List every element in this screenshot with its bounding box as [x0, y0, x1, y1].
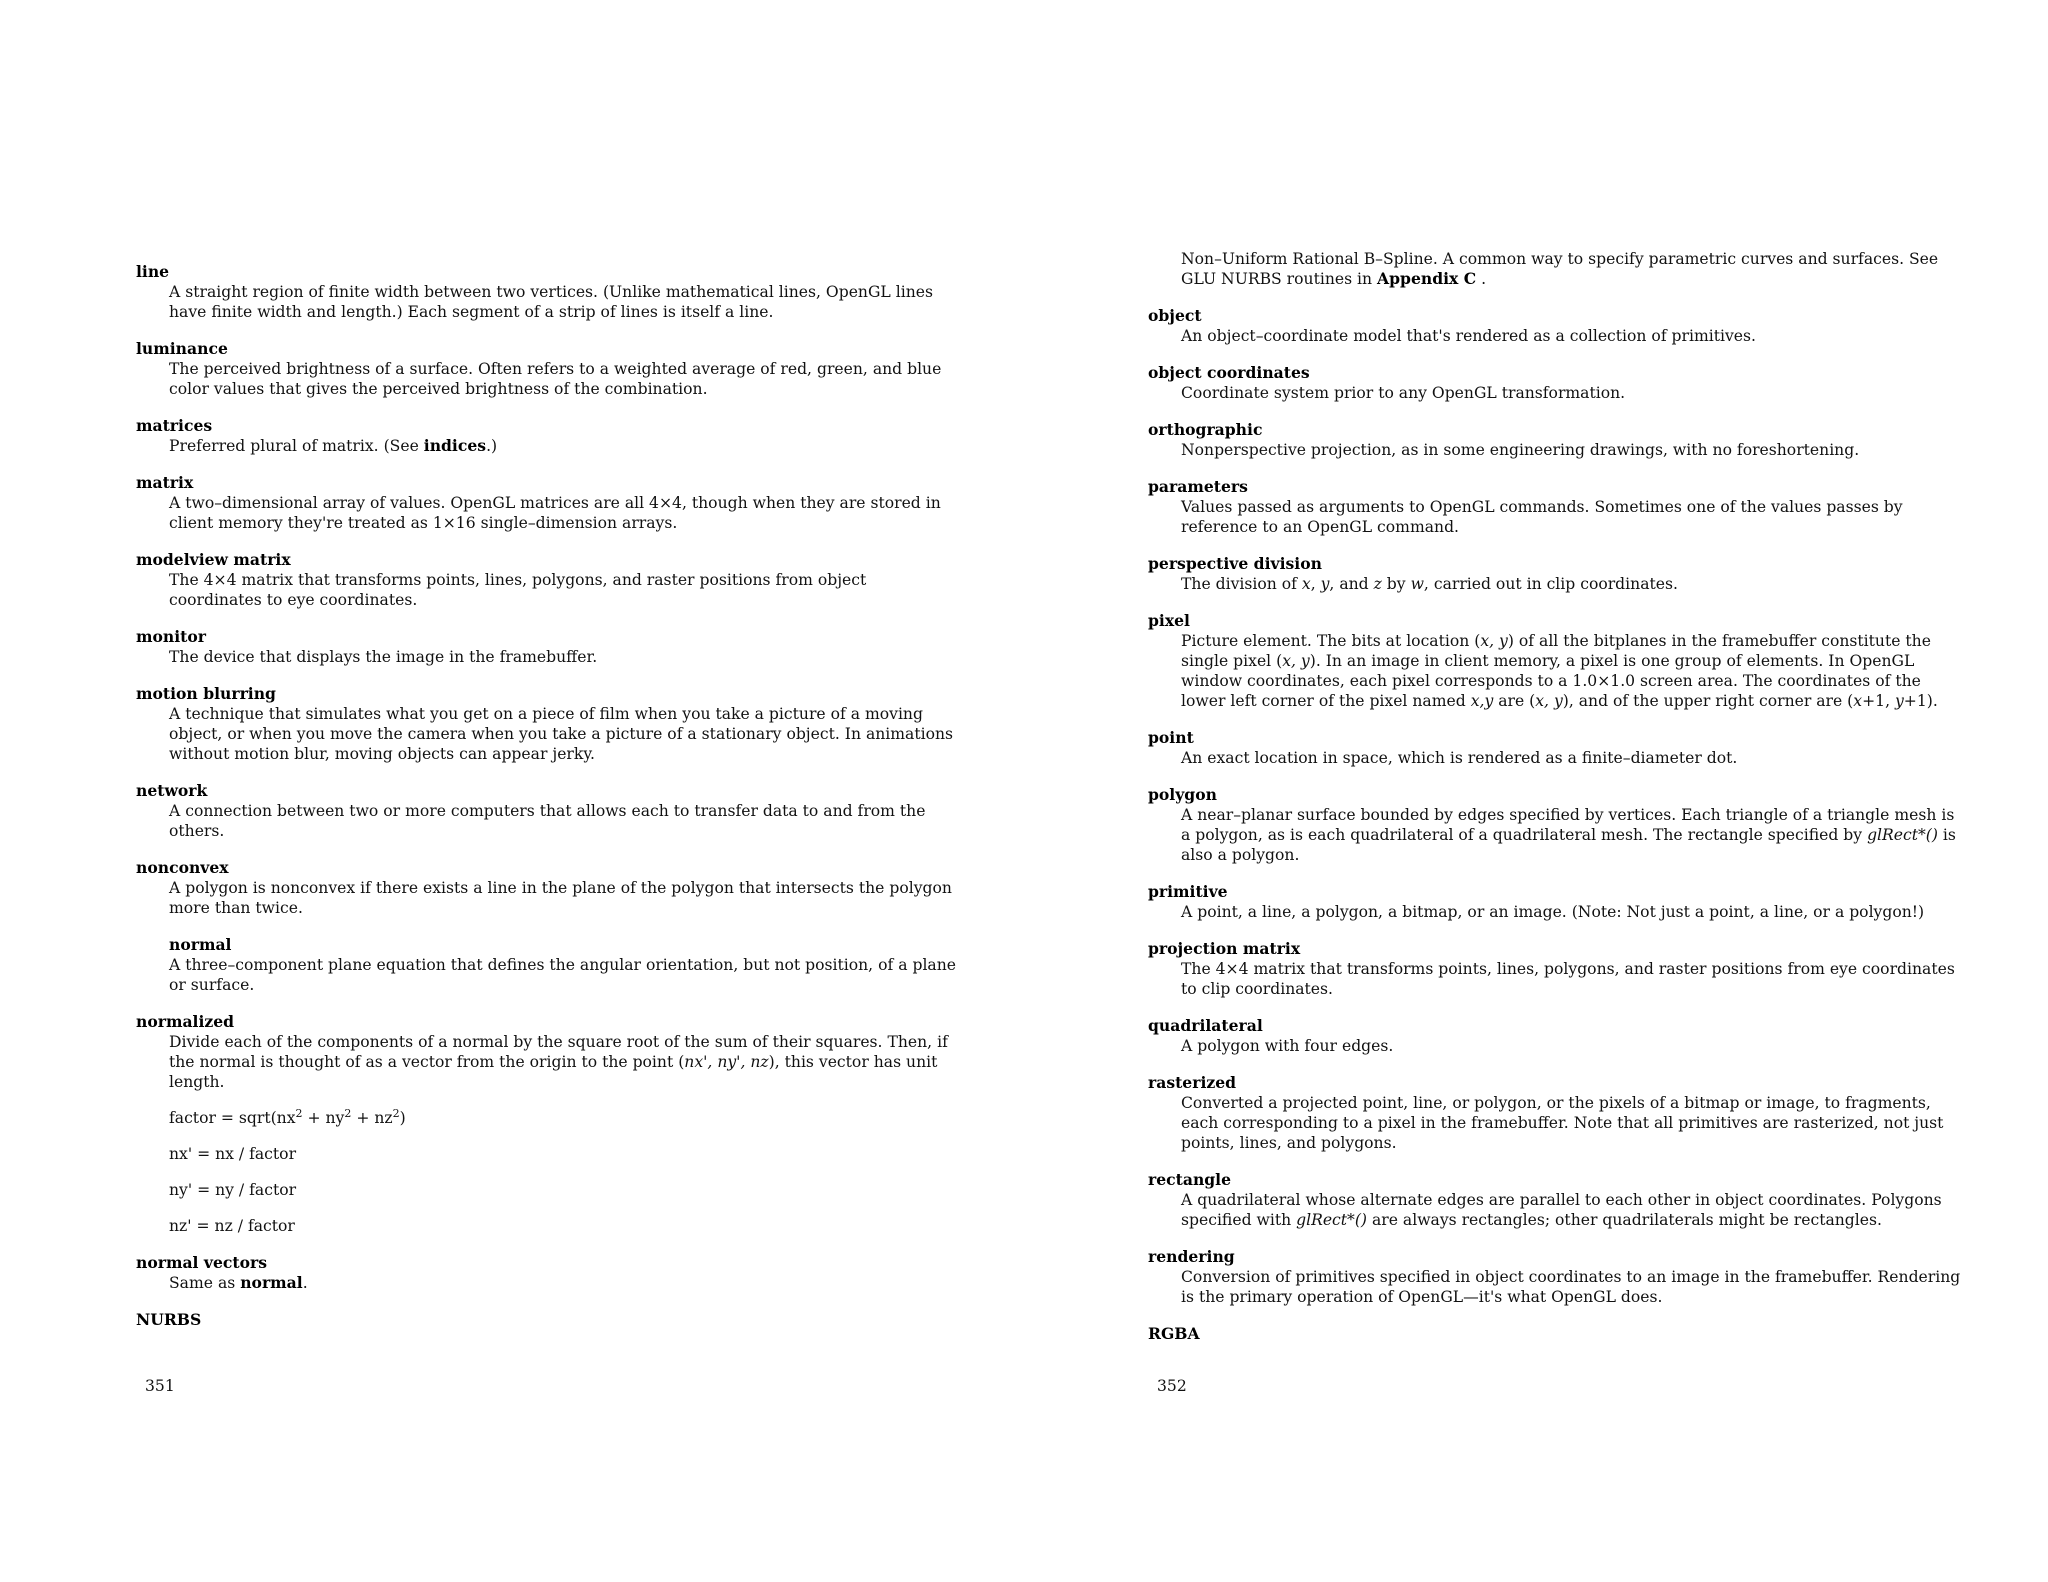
def-normalized [169, 1032, 956, 1092]
def-nurbs [1181, 249, 1968, 289]
text-run: by [1381, 575, 1411, 593]
formula-part: + ny [302, 1109, 345, 1127]
entry-normal [136, 935, 956, 995]
entry-motion-blurring [136, 684, 956, 764]
entry-luminance [136, 339, 956, 399]
entry-rectangle [1148, 1170, 1968, 1230]
def-motion-blurring: A technique that simulates what you get on a piece of film when you take a picture of a moving object, or when you move the camera when you take a picture of a stationary object. In animations without motion blur, moving objects can appear jerky. [169, 705, 954, 763]
function-glrect: glRect*() [1867, 826, 1938, 844]
text-run: ). In an image in client memory, a pixel is one group of elements. In OpenGL window coordinates, each pixel corresponds to a 1.0×1.0 screen area. The coordinates of the lower left corner of the pixel named [1181, 652, 1921, 710]
entry-orthographic [1148, 420, 1968, 460]
def-normalized-end: ), this vector has unit length. [169, 1053, 938, 1091]
xref-indices: indices [423, 436, 487, 455]
def-nurbs-end: . [1476, 270, 1487, 288]
entry-pixel [1148, 611, 1968, 711]
var-xy: x, y [1535, 692, 1563, 710]
var-xy-named: x,y [1470, 692, 1494, 710]
text-run: A near–planar surface bounded by edges specified by vertices. Each triangle of a triangle mesh is a polygon, as is each quadrilateral of a quadrilateral mesh. The rectangle specified by [1181, 806, 1955, 844]
def-projection-matrix: The 4×4 matrix that transforms points, lines, polygons, and raster positions from eye coordinates to clip coordinates. [1181, 960, 1955, 998]
text-run: are ( [1493, 692, 1536, 710]
entry-normal-vectors [136, 1253, 956, 1293]
entry-perspective-division [1148, 554, 1968, 594]
def-pixel [1181, 631, 1968, 711]
formula-part: ) [399, 1109, 406, 1127]
entry-object [1148, 306, 1968, 346]
def-point: An exact location in space, which is rendered as a finite–diameter dot. [1181, 749, 1738, 767]
term-rendering: rendering [1148, 1247, 1235, 1266]
term-perspective-division: perspective division [1148, 554, 1322, 573]
def-luminance: The perceived brightness of a surface. Often refers to a weighted average of red, green, and blue color values that gives the perceived brightness of the combination. [169, 360, 942, 398]
term-quadrilateral: quadrilateral [1148, 1016, 1263, 1035]
def-primitive: A point, a line, a polygon, a bitmap, or an image. (Note: Not just a point, a line, or a polygon!) [1181, 903, 1925, 921]
def-normal: A three–component plane equation that defines the angular orientation, but not position, of a plane or surface. [169, 956, 956, 994]
formula-nz: nz' = nz / factor [169, 1217, 295, 1235]
def-normal-vectors-end: . [302, 1274, 308, 1292]
xref-appendix-c: Appendix C [1377, 269, 1477, 288]
term-normalized: normalized [136, 1012, 235, 1031]
term-projection-matrix: projection matrix [1148, 939, 1301, 958]
term-primitive: primitive [1148, 882, 1228, 901]
term-normal: normal [169, 935, 232, 954]
left-page [136, 0, 956, 1582]
term-motion-blurring: motion blurring [136, 684, 276, 703]
text-run: The division of [1181, 575, 1302, 593]
term-rectangle: rectangle [1148, 1170, 1232, 1189]
function-glrect: glRect*() [1296, 1211, 1368, 1229]
entry-matrices [136, 416, 956, 456]
glossary-entries [1148, 249, 1968, 1361]
term-matrices: matrices [136, 416, 213, 435]
text-run: ), and of the upper right corner are ( [1562, 692, 1854, 710]
term-object: object [1148, 306, 1202, 325]
var-y: y [1894, 692, 1904, 710]
var-x: x [1301, 575, 1311, 593]
formula-part: + nz [351, 1109, 393, 1127]
def-quadrilateral: A polygon with four edges. [1181, 1037, 1394, 1055]
term-line: line [136, 262, 170, 281]
def-normalized-text: Divide each of the components of a normal by the square root of the sum of their squares. Then, if the normal is thought of as a vector from the origin to the point ( [169, 1033, 948, 1071]
term-matrix: matrix [136, 473, 194, 492]
def-line: A straight region of finite width between two vertices. (Unlike mathematical lines, OpenGL lines have finite width and length.) Each segment of a strip of lines is itself a line. [169, 283, 933, 321]
def-matrices-text: Preferred plural of matrix. (See [169, 437, 424, 455]
text-run: , and [1329, 575, 1374, 593]
entry-rasterized [1148, 1073, 1968, 1153]
var-z: z [1373, 575, 1382, 593]
term-luminance: luminance [136, 339, 228, 358]
right-page [1148, 0, 1968, 1582]
entry-rendering [1148, 1247, 1968, 1307]
def-nonconvex: A polygon is nonconvex if there exists a line in the plane of the polygon that intersects the polygon more than twice. [169, 879, 952, 917]
entry-nurbs [136, 1310, 956, 1330]
entry-polygon [1148, 785, 1968, 865]
entry-matrix [136, 473, 956, 533]
var-y: y [1320, 575, 1330, 593]
term-monitor: monitor [136, 627, 206, 646]
formula-ny: ny' = ny / factor [169, 1181, 297, 1199]
term-orthographic: orthographic [1148, 420, 1263, 439]
page-number: 352 [1157, 1377, 1187, 1395]
def-rendering: Conversion of primitives specified in object coordinates to an image in the framebuffer. Rendering is the primary operation of OpenGL—it's what OpenGL does. [1181, 1268, 1961, 1306]
def-object-coordinates: Coordinate system prior to any OpenGL transformation. [1181, 384, 1626, 402]
term-pixel: pixel [1148, 611, 1190, 630]
term-point: point [1148, 728, 1194, 747]
term-network: network [136, 781, 208, 800]
term-rgba: RGBA [1148, 1324, 1200, 1343]
text-run: +1). [1903, 692, 1938, 710]
exponent: 2 [295, 1107, 303, 1120]
term-normal-vectors: normal vectors [136, 1253, 267, 1272]
def-network: A connection between two or more computers that allows each to transfer data to and from the others. [169, 802, 926, 840]
entry-network [136, 781, 956, 841]
text-run: are always rectangles; other quadrilaterals might be rectangles. [1367, 1211, 1882, 1229]
def-matrix: A two–dimensional array of values. OpenGL matrices are all 4×4, though when they are stored in client memory they're treated as 1×16 single–dimension arrays. [169, 494, 941, 532]
entry-quadrilateral [1148, 1016, 1968, 1056]
text-run: , [1310, 575, 1321, 593]
text-run: ) of all the bitplanes in the framebuffer constitute the single pixel ( [1181, 632, 1931, 670]
term-parameters: parameters [1148, 477, 1248, 496]
entry-nonconvex [136, 858, 956, 918]
xref-normal: normal [240, 1273, 303, 1292]
entry-normalized [136, 1012, 956, 1236]
entry-point [1148, 728, 1968, 768]
entry-projection-matrix [1148, 939, 1968, 999]
def-perspective-division [1181, 574, 1968, 594]
page-number: 351 [145, 1377, 175, 1395]
entry-monitor [136, 627, 956, 667]
var-xy: x, y [1282, 652, 1310, 670]
point-coords: nx', ny', nz [684, 1053, 769, 1071]
term-rasterized: rasterized [1148, 1073, 1237, 1092]
entry-nurbs-continued [1148, 249, 1968, 289]
term-nurbs: NURBS [136, 1310, 202, 1329]
text-run: +1, [1862, 692, 1895, 710]
def-monitor: The device that displays the image in the framebuffer. [169, 648, 598, 666]
var-w: w [1410, 575, 1424, 593]
def-parameters: Values passed as arguments to OpenGL commands. Sometimes one of the values passes by reference to an OpenGL command. [1181, 498, 1903, 536]
text-run: A quadrilateral whose alternate edges are parallel to each other in object coordinates. Polygons specified with [1181, 1191, 1942, 1229]
text-run: , carried out in clip coordinates. [1423, 575, 1678, 593]
def-nurbs-text: Non–Uniform Rational B–Spline. A common way to specify parametric curves and surfaces. See GLU NURBS routines in [1181, 250, 1939, 288]
term-modelview-matrix: modelview matrix [136, 550, 291, 569]
formula-factor [169, 1108, 956, 1128]
def-orthographic: Nonperspective projection, as in some engineering drawings, with no foreshortening. [1181, 441, 1860, 459]
def-rasterized: Converted a projected point, line, or polygon, or the pixels of a bitmap or image, to fragments, each corresponding to a pixel in the framebuffer. Note that all primitives are rasterized, not just points, lines, and polygons. [1181, 1094, 1944, 1152]
entry-object-coordinates [1148, 363, 1968, 403]
var-xy: x, y [1480, 632, 1508, 650]
exponent: 2 [392, 1107, 400, 1120]
def-polygon [1181, 805, 1968, 865]
formula-part: factor = sqrt(nx [169, 1109, 296, 1127]
entry-parameters [1148, 477, 1968, 537]
def-rectangle [1181, 1190, 1968, 1230]
text-run: is also a polygon. [1181, 826, 1956, 864]
text-run: Picture element. The bits at location ( [1181, 632, 1481, 650]
term-polygon: polygon [1148, 785, 1217, 804]
def-object: An object–coordinate model that's rendered as a collection of primitives. [1181, 327, 1756, 345]
def-modelview-matrix: The 4×4 matrix that transforms points, lines, polygons, and raster positions from object coordinates to eye coordinates. [169, 571, 867, 609]
def-normal-vectors-text: Same as [169, 1274, 241, 1292]
exponent: 2 [344, 1107, 352, 1120]
entry-modelview-matrix [136, 550, 956, 610]
entry-rgba [1148, 1324, 1968, 1344]
entry-primitive [1148, 882, 1968, 922]
entry-line [136, 262, 956, 322]
var-x: x [1853, 692, 1863, 710]
def-matrices [169, 436, 956, 456]
def-matrices-end: .) [486, 437, 498, 455]
glossary-entries [136, 262, 956, 1347]
term-object-coordinates: object coordinates [1148, 363, 1310, 382]
term-nonconvex: nonconvex [136, 858, 229, 877]
def-normal-vectors [169, 1273, 956, 1293]
formula-nx: nx' = nx / factor [169, 1145, 297, 1163]
